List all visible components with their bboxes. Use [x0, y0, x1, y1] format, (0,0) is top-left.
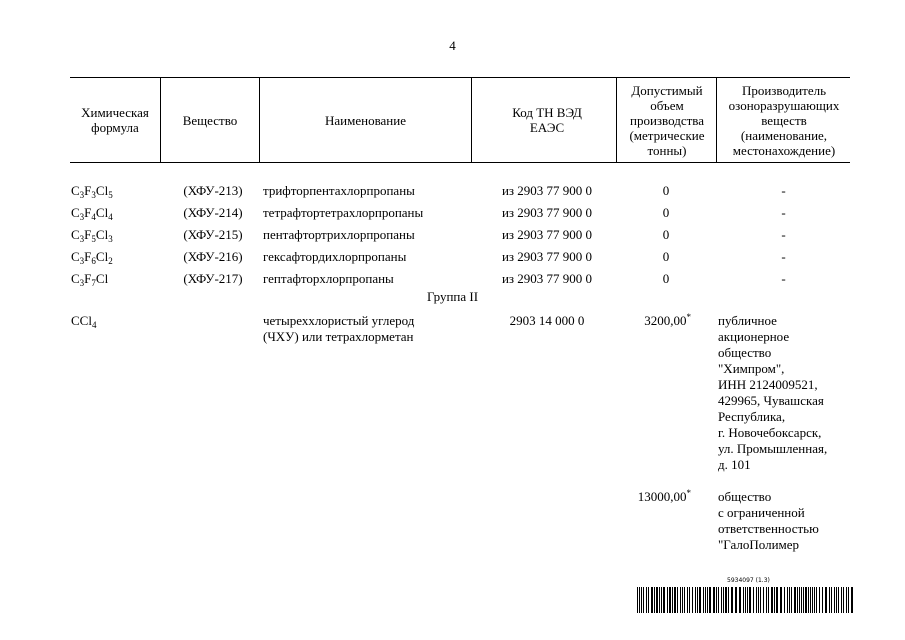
producer-line: "Химпром",: [718, 361, 785, 376]
substance-name: четыреххлористый углерод (ЧХУ) или тетрахлорметан: [263, 313, 415, 344]
substance-code: (ХФУ-216): [183, 249, 243, 264]
production-volume: 0: [662, 249, 670, 264]
producer-line: ИНН 2124009521,: [718, 377, 818, 392]
producer-line: ответственностью: [718, 521, 819, 536]
group-title: Группа II: [426, 289, 479, 304]
tn-ved-code: из 2903 77 900 0: [501, 271, 593, 286]
table-header-bottom-rule: [70, 162, 850, 163]
producer-line: с ограниченной: [718, 505, 805, 520]
substance-code: (ХФУ-213): [183, 183, 243, 198]
producer-line: д. 101: [718, 457, 751, 472]
chemical-formula: $C_3F_5Cl_3$: [71, 227, 113, 244]
production-volume: 3200,00*: [644, 312, 691, 328]
substance-name: тетрафтортетрахлорпропаны: [263, 205, 424, 220]
substance-name: гексафтордихлорпропаны: [263, 249, 407, 264]
producer-line: общество: [718, 345, 772, 360]
column-divider: [616, 77, 617, 162]
producer-cell: -: [781, 183, 786, 198]
production-volume: 13000,00*: [637, 488, 691, 504]
header-name: Наименование: [325, 112, 406, 128]
barcode: [637, 587, 855, 613]
tn-ved-code: из 2903 77 900 0: [501, 227, 593, 242]
chemical-formula: CCl$_4$: [71, 313, 97, 330]
production-volume: 0: [662, 271, 670, 286]
producer-line: публичное: [718, 313, 777, 328]
page-number: 4: [449, 38, 456, 53]
producer-line: ул. Промышленная,: [718, 441, 828, 456]
column-divider: [471, 77, 472, 162]
barcode-caption: 5934097 (1.3): [727, 577, 770, 584]
substance-name: пентафтортрихлорпропаны: [263, 227, 415, 242]
production-volume: 0: [662, 183, 670, 198]
producer-cell: -: [781, 249, 786, 264]
producer-line: общество: [718, 489, 772, 504]
production-volume: 0: [662, 227, 670, 242]
header-formula: Химическая формула: [81, 105, 149, 135]
tn-ved-code: из 2903 77 900 0: [501, 205, 593, 220]
producer-line: акционерное: [718, 329, 790, 344]
chemical-formula: $C_3F_4Cl_4$: [71, 205, 113, 222]
production-volume: 0: [662, 205, 670, 220]
producer-cell: -: [781, 271, 786, 286]
chemical-formula: $C_3F_3Cl_5$: [71, 183, 113, 200]
tn-ved-code: 2903 14 000 0: [509, 313, 585, 328]
tn-ved-code: из 2903 77 900 0: [501, 249, 593, 264]
chemical-formula: $C_3F_6Cl_2$: [71, 249, 113, 266]
producer-details: [718, 489, 853, 553]
header-code: Код ТН ВЭД ЕАЭС: [512, 105, 582, 135]
substance-code: (ХФУ-214): [183, 205, 243, 220]
header-substance: Вещество: [182, 112, 238, 128]
producer-line: Республика,: [718, 409, 786, 424]
header-volume: Допустимый объем производства (метрические тонны): [629, 82, 705, 158]
producer-line: "ГалоПолимер: [718, 537, 800, 552]
substance-name: трифторпентахлорпропаны: [263, 183, 415, 198]
substance-name: гептафторхлорпропаны: [263, 271, 394, 286]
tn-ved-code: из 2903 77 900 0: [501, 183, 593, 198]
producer-line: 429965, Чувашская: [718, 393, 824, 408]
chemical-formula: $C_3F_7Cl$: [71, 271, 109, 288]
header-producer: Производитель озоноразрушающих веществ (наименование, местонахождение): [728, 82, 840, 158]
substance-code: (ХФУ-215): [183, 227, 243, 242]
substance-code: (ХФУ-217): [183, 271, 243, 286]
producer-line: г. Новочебоксарск,: [718, 425, 822, 440]
producer-cell: -: [781, 205, 786, 220]
producer-cell: -: [781, 227, 786, 242]
producer-details: [718, 313, 853, 473]
